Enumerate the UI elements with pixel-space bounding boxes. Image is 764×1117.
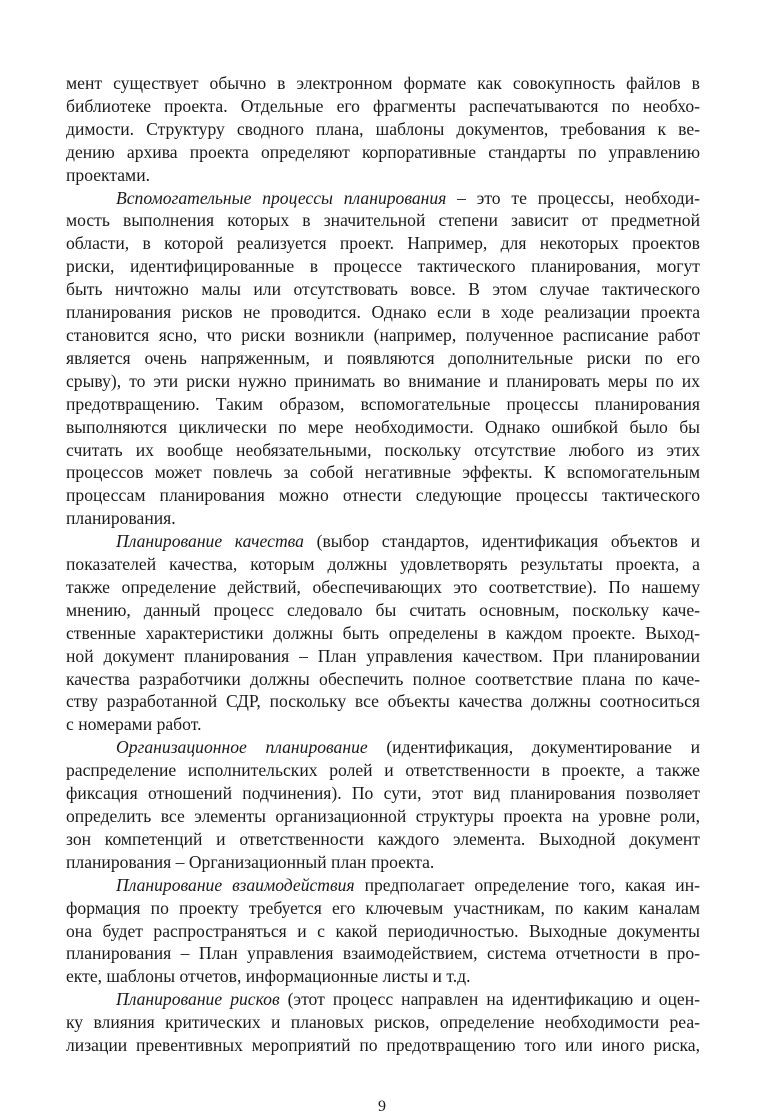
text-line <box>66 782 700 805</box>
text-line <box>66 851 700 874</box>
line-text: предотвращению. Таким образом, вспомогательные процессы планирования <box>66 393 700 414</box>
text-line <box>66 622 700 645</box>
line-text: ку влияния критических и плановых рисков, определение необходимости реа- <box>66 1012 700 1033</box>
italic-term: Планирование качества <box>116 531 304 552</box>
text-line <box>66 828 700 851</box>
text-line <box>66 576 700 599</box>
text-line <box>66 461 700 484</box>
text-line <box>66 439 700 462</box>
paragraph <box>66 72 700 187</box>
text-line <box>66 965 700 988</box>
line-text: лизации превентивных мероприятий по предотвращению того или иного риска, <box>66 1035 700 1056</box>
line-text: срыву), то эти риски нужно принимать во внимание и планировать меры по их <box>66 370 700 391</box>
text-line <box>66 920 700 943</box>
line-text: предполагает определение того, какая ин- <box>354 874 701 895</box>
line-text: является очень напряженным, и появляются дополнительные риски по его <box>66 347 700 368</box>
paragraph <box>66 874 700 989</box>
text-line <box>66 301 700 324</box>
text-line <box>66 805 700 828</box>
text-line <box>66 599 700 622</box>
text-line <box>66 255 700 278</box>
document-body <box>66 72 700 1057</box>
text-line <box>66 1034 700 1057</box>
text-line <box>66 713 700 736</box>
line-text: библиотеке проекта. Отдельные его фрагменты распечатываются по необхо- <box>66 95 700 116</box>
text-line <box>66 507 700 530</box>
line-text: мость выполнения которых в значительной степени зависит от предметной <box>66 210 700 231</box>
text-line <box>66 553 700 576</box>
line-text: процессам планирования можно отнести следующие процессы тактического <box>66 485 700 506</box>
line-text: (этот процесс направлен на идентификацию и оцен- <box>279 989 700 1010</box>
line-text: она будет распространяться и с какой периодичностью. Выходные документы <box>66 920 700 941</box>
text-line <box>66 484 700 507</box>
line-text: формация по проекту требуется его ключевым участникам, по каким каналам <box>66 897 700 918</box>
line-text: быть ничтожно малы или отсутствовать вовсе. В этом случае тактического <box>66 279 700 300</box>
italic-term: Вспомогательные процессы планирования <box>116 187 447 208</box>
text-line <box>66 690 700 713</box>
text-line <box>66 897 700 920</box>
text-line <box>66 347 700 370</box>
text-line <box>66 988 700 1011</box>
line-text: ственные характеристики должны быть определены в каждом проекте. Выход- <box>66 622 700 643</box>
text-line <box>66 942 700 965</box>
italic-term: Планирование взаимодействия <box>116 874 355 895</box>
line-text: зон компетенций и ответственности каждого элемента. Выходной документ <box>66 828 700 849</box>
text-line <box>66 645 700 668</box>
line-text: процессов может повлечь за собой негативные эффекты. К вспомогательным <box>66 462 700 483</box>
line-text: показателей качества, которым должны удовлетворять результаты проекта, а <box>66 554 700 575</box>
line-text: области, в которой реализуется проект. Например, для некоторых проектов <box>66 233 700 254</box>
line-text: распределение исполнительских ролей и ответственности в проекте, а также <box>66 760 700 781</box>
paragraph <box>66 736 700 873</box>
italic-term: Планирование рисков <box>116 989 280 1010</box>
text-line <box>66 209 700 232</box>
text-line <box>66 393 700 416</box>
line-text: фиксация отношений подчинения). По сути, этот вид планирования позволяет <box>66 783 700 804</box>
text-line <box>66 324 700 347</box>
text-line <box>66 164 700 187</box>
text-line <box>66 118 700 141</box>
text-line <box>66 187 700 210</box>
page-number: 9 <box>378 1097 386 1115</box>
line-text: планирования. <box>66 508 176 529</box>
text-line <box>66 370 700 393</box>
line-text: димости. Структуру сводного плана, шаблоны документов, требования к ве- <box>66 118 700 139</box>
paragraph <box>66 530 700 736</box>
text-line <box>66 278 700 301</box>
line-text: (выбор стандартов, идентификация объектов и <box>303 531 700 552</box>
line-text: риски, идентифицированные в процессе тактического планирования, могут <box>66 256 700 277</box>
line-text: качества разработчики должны обеспечить полное соответствие плана по каче- <box>66 668 700 689</box>
text-line <box>66 874 700 897</box>
line-text: также определение действий, обеспечивающих это соответствие). По нашему <box>66 576 700 597</box>
line-text: ной документ планирования – План управления качеством. При планировании <box>66 645 700 666</box>
line-text: дению архива проекта определяют корпоративные стандарты по управлению <box>66 141 700 162</box>
text-line <box>66 759 700 782</box>
italic-term: Организационное планирование <box>116 737 368 758</box>
line-text: с номерами работ. <box>66 714 202 735</box>
text-line <box>66 232 700 255</box>
line-text: считать их вообще необязательными, поскольку отсутствие любого из этих <box>66 439 700 460</box>
line-text: мент существует обычно в электронном формате как совокупность файлов в <box>66 73 700 93</box>
line-text: (идентификация, документирование и <box>367 737 700 758</box>
line-text: ству разработанной СДР, поскольку все объекты качества должны соотноситься <box>66 691 700 712</box>
text-line <box>66 72 700 95</box>
line-text: – это те процессы, необходи- <box>446 187 700 208</box>
paragraph <box>66 988 700 1057</box>
line-text: определить все элементы организационной структуры проекта на уровне роли, <box>66 806 700 826</box>
line-text: планирования рисков не проводится. Однако если в ходе реализации проекта <box>66 302 700 323</box>
line-text: становится ясно, что риски возникли (например, полученное расписание работ <box>66 324 700 345</box>
line-text: выполняются циклически по мере необходимости. Однако ошибкой было бы <box>66 416 700 437</box>
text-line <box>66 416 700 439</box>
text-line <box>66 530 700 553</box>
line-text: планирования – Организационный план проекта. <box>66 851 435 872</box>
line-text: планирования – План управления взаимодействием, система отчетности в про- <box>66 943 700 964</box>
text-line <box>66 95 700 118</box>
line-text: проектами. <box>66 164 151 185</box>
text-line <box>66 668 700 691</box>
text-line <box>66 736 700 759</box>
paragraph <box>66 187 700 531</box>
line-text: екте, шаблоны отчетов, информационные листы и т.д. <box>66 966 471 987</box>
line-text: мнению, данный процесс следовало бы считать основным, поскольку каче- <box>66 599 700 620</box>
text-line <box>66 141 700 164</box>
text-line <box>66 1011 700 1034</box>
